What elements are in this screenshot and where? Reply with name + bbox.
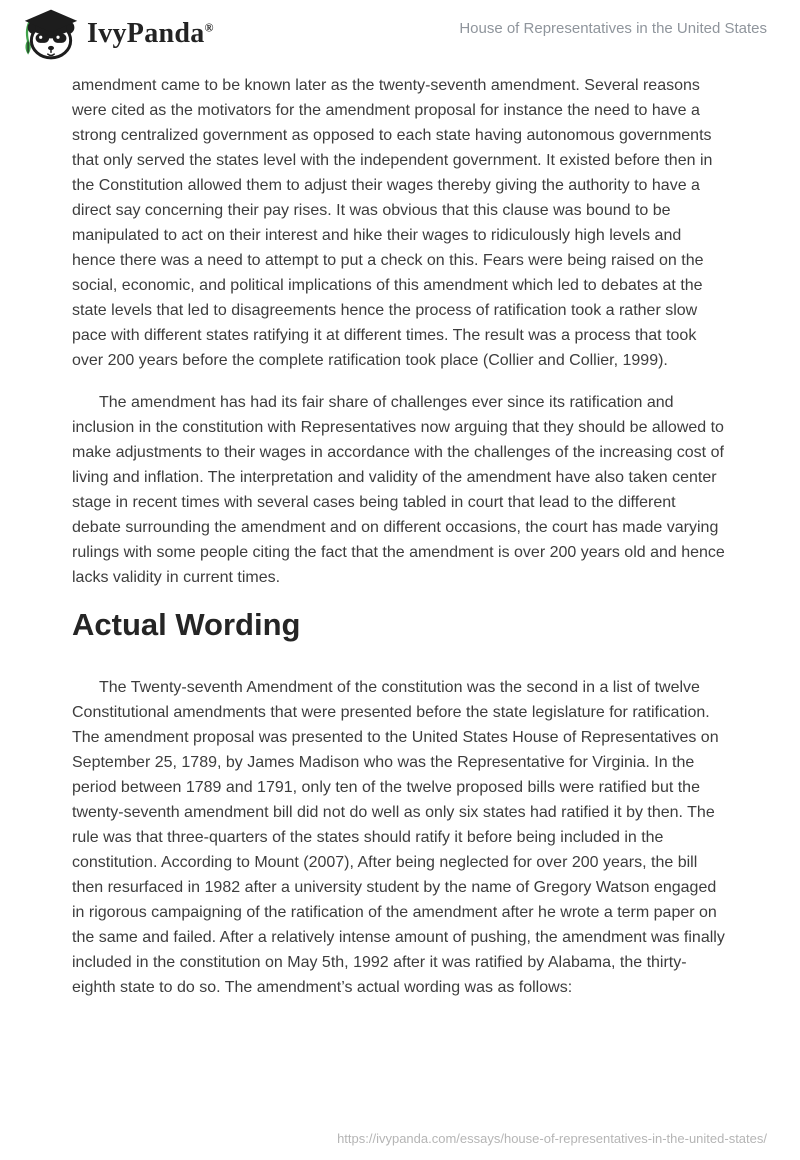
registered-trademark: ® [204, 20, 214, 35]
essay-content [72, 60, 728, 1000]
document-title: House of Representatives in the United States [459, 20, 767, 37]
panda-graduation-cap-icon [22, 7, 80, 61]
source-url: https://ivypanda.com/essays/house-of-representatives-in-the-united-states/ [337, 1131, 767, 1146]
paragraph: The amendment has had its fair share of challenges ever since its ratification and inclusion in the constitution with Representatives now arguing that they should be allowed to make adjustments to their wages in accordance with the challenges of the increasing cost of living and inflation. The interpretation and validity of the amendment have also taken center stage in recent times with several cases being tabled in court that lead to the different debate surrounding the amendment and on different occasions, the court has made varying rulings with some people citing the fact that the amendment is over 200 years old and hence lacks validity in current times. [72, 394, 725, 586]
section-heading: Actual Wording [72, 607, 301, 642]
paragraph: The Twenty-seventh Amendment of the constitution was the second in a list of twelve Constitutional amendments that were presented before the state legislature for ratification. The amendment proposal was presented to the United States House of Representatives on September 25, 1789, by James Madison who was the Representative for Virginia. In the period between 1789 and 1791, only ten of the twelve proposed bills were ratified but the twenty-seventh amendment bill did not do well as only six states had ratified it by then. The rule was that three-quarters of the states should ratify it before being included in the constitution. According to Mount (2007), After being neglected for over 200 years, the bill then resurfaced in 1982 after a university student by the name of Gregory Watson engaged in rigorous campaigning of the ratification of the amendment after he wrote a term paper on the same and failed. After a relatively intense amount of pushing, the amendment was finally included in the constitution on May 5th, 1992 after it was ratified by Alabama, the thirty-eighth state to do so. The amendment’s actual wording was as follows: [72, 679, 725, 996]
page-footer [337, 1130, 767, 1148]
paragraph-continuation: amendment came to be known later as the twenty-seventh amendment. Several reasons were cited as the motivators for the amendment proposal for instance the need to have a strong centralized government as opposed to each state having autonomous governments that only served the states level with the independent government. It existed before then in the Constitution allowed them to adjust their wages thereby giving the authority to have a direct say concerning their pay rises. It was obvious that this clause was bound to be manipulated to act on their interest and hike their wages to ridiculously high levels and hence there was a need to attempt to put a check on this. Fears were being raised on the social, economic, and political implications of this amendment which led to debates at the state levels that led to disagreements hence the process of ratification took a rather slow pace with different states ratifying it at different times. The result was a process that took over 200 years before the complete ratification took place (Collier and Collier, 1999). [72, 77, 713, 369]
brand-text: IvyPanda [87, 18, 205, 49]
brand-name [87, 20, 214, 48]
ivypanda-logo [22, 7, 214, 61]
page-header [0, 0, 800, 60]
